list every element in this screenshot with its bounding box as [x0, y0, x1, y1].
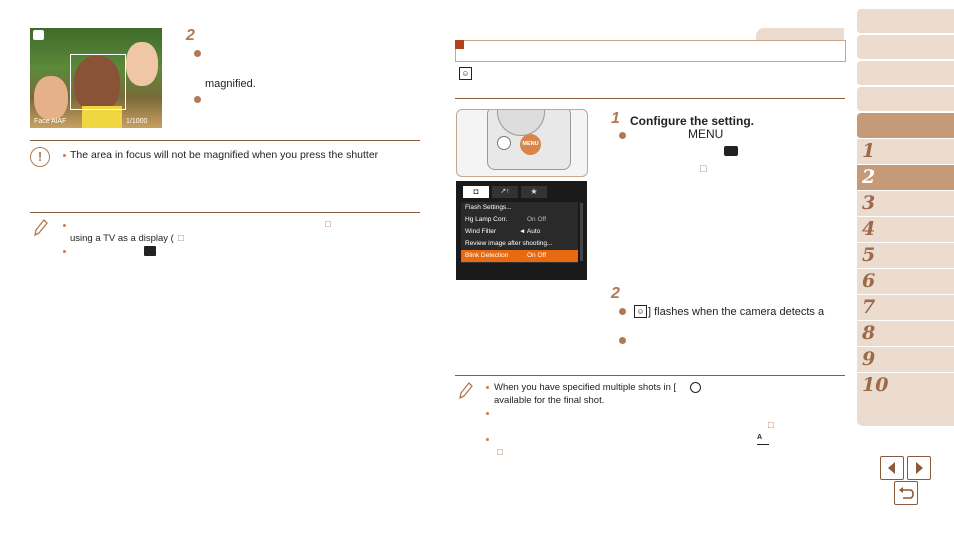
chapter-3[interactable] — [857, 190, 954, 216]
bullet — [63, 154, 66, 157]
child-face-right — [126, 42, 158, 86]
menu-tab-setup: ↗↑ — [492, 186, 518, 198]
step-1-title: Configure the setting. — [630, 114, 754, 128]
sidebar-tab-contents[interactable] — [857, 35, 954, 60]
arrow-left-icon — [881, 457, 903, 479]
photo-overlay-right: 1/1000 — [126, 118, 148, 125]
chapter-1[interactable] — [857, 138, 954, 164]
prev-page-button[interactable] — [880, 456, 904, 480]
self-timer-icon — [690, 382, 701, 393]
chapter-label: 5 — [862, 244, 876, 266]
step-2-text-line: magnified. — [205, 78, 256, 90]
menu-tab-camera: ◘ — [463, 186, 489, 198]
sample-photo — [30, 28, 162, 128]
chapter-8[interactable] — [857, 320, 954, 346]
menu-button-camera: MENU — [520, 134, 541, 155]
step-2-text: ] flashes when the camera detects a — [648, 306, 825, 318]
chapter-10[interactable] — [857, 372, 954, 398]
divider — [455, 375, 845, 376]
chapter-label: 9 — [862, 348, 876, 370]
book-icon: □ — [497, 447, 503, 458]
sidebar-tab-cover[interactable] — [857, 9, 954, 34]
book-icon: □ — [325, 219, 331, 230]
bullet — [486, 412, 489, 415]
chapter-label: 2 — [862, 166, 876, 188]
menu-row-value: ◄ Auto — [519, 228, 541, 235]
step-2-number-right: 2 — [611, 285, 620, 302]
step-2-number-left: 2 — [186, 27, 195, 44]
sidebar-tab-advanced[interactable] — [857, 87, 954, 112]
auto-icon: A — [757, 434, 769, 445]
bullet — [619, 337, 626, 344]
menu-row-value: On Off — [527, 252, 547, 259]
bullet — [619, 308, 626, 315]
divider — [30, 212, 420, 213]
pencil-icon — [457, 381, 473, 401]
chapter-label: 7 — [862, 296, 876, 318]
sidebar-tab-index[interactable] — [857, 398, 954, 427]
note-text-1: When you have specified multiple shots in [ — [494, 382, 677, 393]
chapter-4[interactable] — [857, 216, 954, 242]
chapter-5[interactable] — [857, 242, 954, 268]
menu-row-label: Blink Detection — [465, 252, 509, 259]
shooting-mode-icon — [33, 30, 44, 40]
chapter-2[interactable] — [857, 164, 954, 190]
menu-tab-favorites: ★ — [521, 186, 547, 198]
scene-icon — [144, 246, 156, 256]
book-icon: □ — [700, 163, 707, 175]
menu-row-label: Review image after shooting... — [465, 240, 553, 247]
menu-row-label: Wind Filter — [465, 228, 497, 235]
divider — [455, 98, 845, 99]
bullet — [194, 96, 201, 103]
arrow-right-icon — [908, 457, 930, 479]
menu-scrollbar — [580, 203, 583, 261]
bullet — [194, 50, 201, 57]
menu-word: MENU — [688, 127, 724, 141]
menu-row-blink-detection — [461, 250, 578, 263]
camera-tab-icon — [724, 146, 738, 156]
book-icon: □ — [768, 420, 774, 431]
photo-overlay-left: Face AiAF — [34, 118, 67, 125]
sidebar-tab-header[interactable] — [857, 113, 954, 139]
child-face-left — [34, 76, 68, 120]
caution-text: The area in focus will not be magnified when you press the shutter — [70, 149, 379, 161]
section-title-bar — [455, 40, 846, 62]
note-text: using a TV as a display ( — [70, 233, 174, 244]
step-1-number: 1 — [611, 110, 620, 127]
menu-row-label: Flash Settings... — [465, 204, 512, 211]
return-icon — [895, 482, 917, 504]
blink-detection-icon: ☺ — [459, 67, 472, 80]
divider — [30, 140, 420, 141]
header-tab — [756, 28, 844, 40]
chapter-label: 10 — [862, 374, 889, 396]
blink-icon-inline: ☺ — [634, 305, 647, 318]
sidebar-tab-basic[interactable] — [857, 61, 954, 86]
bullet — [486, 438, 489, 441]
next-page-button[interactable] — [907, 456, 931, 480]
chapter-9[interactable] — [857, 346, 954, 372]
bullet — [619, 132, 626, 139]
pencil-icon — [32, 218, 48, 238]
bullet — [63, 250, 66, 253]
menu-row-value: On Off — [527, 216, 547, 223]
book-icon: □ — [178, 233, 184, 244]
menu-screen — [456, 181, 587, 280]
chapter-label: 4 — [862, 218, 876, 240]
note-text-2: available for the final shot. — [494, 395, 605, 406]
menu-row-label: Hg Lamp Corr. — [465, 216, 508, 223]
return-button[interactable] — [894, 481, 918, 505]
chapter-label: 8 — [862, 322, 876, 344]
camera-illustration — [456, 109, 588, 177]
chapter-label: 1 — [862, 140, 876, 162]
chapter-7[interactable] — [857, 294, 954, 320]
chapter-label: 6 — [862, 270, 876, 292]
bullet — [486, 386, 489, 389]
chapter-label: 3 — [862, 192, 876, 214]
chapter-6[interactable] — [857, 268, 954, 294]
focus-frame — [70, 54, 126, 110]
section-marker — [455, 40, 464, 49]
caution-icon: ! — [30, 147, 50, 167]
bullet — [63, 224, 66, 227]
camera-small-button — [497, 136, 511, 150]
